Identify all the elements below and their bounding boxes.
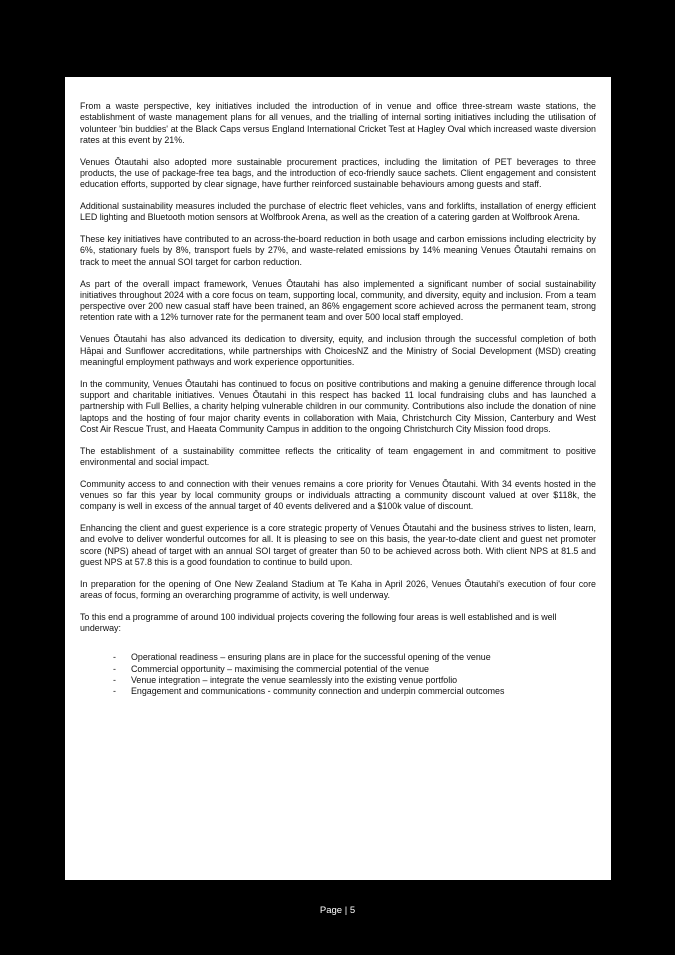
list-item-text: Venue integration – integrate the venue seamlessly into the existing venue portfolio bbox=[131, 675, 458, 686]
list-item bbox=[113, 686, 596, 697]
paragraph-additional-measures: Additional sustainability measures included the purchase of electric fleet vehicles, vans and forklifts, installation of energy efficient LED lighting and Bluetooth motion sensors at Wolfbrook Arena, as well as the creation of a catering garden at Wolfbrook Arena. bbox=[80, 201, 596, 223]
paragraph-stadium-preparation: In preparation for the opening of One New Zealand Stadium at Te Kaha in April 2026, Venues Ōtautahi's execution of four core areas of focus, forming an overarching programme of activity, is well underway. bbox=[80, 578, 596, 601]
paragraph-waste: From a waste perspective, key initiatives included the introduction of in venue and office three-stream waste stations, the establishment of waste management plans for all venues, and the trialling of internal sorting initiatives including the utilisation of volunteer 'bin buddies' at the Black Caps versus England International Cricket Test at Hagley Oval which increased waste diversion rates at this event by 21%. bbox=[80, 101, 596, 145]
bullet-marker: - bbox=[113, 652, 116, 663]
list-item-text: Engagement and communications - community connection and underpin commercial outcomes bbox=[131, 686, 505, 697]
paragraph-client-experience: Enhancing the client and guest experience is a core strategic property of Venues Ōtautahi and the business strives to listen, learn, and evolve to deliver wonderful outcomes for all. It is pleasing to see on this basis, the year-to-date client and guest net promoter score (NPS) ahead of target with an annual SOI target of greater than 50 to be achieved across both. With client NPS at 81.5 and guest NPS at 57.8 this is a good foundation to continue to build upon. bbox=[80, 523, 596, 567]
list-item-text: Commercial opportunity – maximising the commercial potential of the venue bbox=[131, 663, 429, 674]
paragraph-emissions: These key initiatives have contributed to an across-the-board reduction in both usage and carbon emissions including electricity by 6%, stationary fuels by 8%, transport fuels by 27%, and waste-related emissions by 14% meaning Venues Ōtautahi remains on track to meet the annual SOI target for carbon reduction. bbox=[80, 234, 596, 267]
list-item bbox=[113, 675, 596, 686]
paragraph-programme: To this end a programme of around 100 individual projects covering the following four areas is well established and is well underway: bbox=[80, 611, 557, 634]
bullet-marker: - bbox=[113, 675, 116, 686]
paragraph-impact-framework: As part of the overall impact framework, Venues Ōtautahi has also implemented a significant number of social sustainability initiatives throughout 2024 with a core focus on team, supporting local, community, and diversity, equity and inclusion. From a team perspective over 200 new casual staff have been trained, an 86% engagement score achieved across the permanent team, strong retention rate with a 12% turnover rate for the permanent team and over 500 local staff employed. bbox=[80, 278, 596, 323]
paragraph-community: In the community, Venues Ōtautahi has continued to focus on positive contributions and making a genuine difference through local support and charitable initiatives. Venues Ōtautahi in this respect has backed 11 local fundraising clubs and has launched a partnership with Full Bellies, a charity helping vulnerable children in our community. Contributions also include the donation of nine laptops and the hosting of four major charity events in collaboration with Maia, Christchurch City Mission, Canterbury and West Cost Air Rescue Trust, and Haeata Community Campus in addition to the ongoing Christchurch City Mission food drops. bbox=[80, 378, 596, 434]
list-item bbox=[113, 652, 596, 663]
paragraph-diversity: Venues Ōtautahi has also advanced its dedication to diversity, equity, and inclusion through the successful completion of both Hāpai and Sunflower accreditations, while partnerships with ChoicesNZ and the Ministry of Social Development (MSD) creating meaningful employment pathways and work experience opportunities. bbox=[80, 334, 596, 367]
paragraph-procurement: Venues Ōtautahi also adopted more sustainable procurement practices, including the limitation of PET beverages to three products, the use of package-free tea bags, and the introduction of eco-friendly sauce sachets. Client engagement and consistent education efforts, supported by clear signage, have further reinforced sustainable behaviours among guests and staff. bbox=[80, 156, 596, 190]
focus-areas-list bbox=[80, 652, 596, 697]
paragraph-community-access: Community access to and connection with their venues remains a core priority for Venues Ōtautahi. With 34 events hosted in the venues so far this year by local community groups or individuals attracting a community discount valued at over $118k, the company is well in excess of the annual target of 40 events delivered and a $100k value of discount. bbox=[80, 478, 596, 512]
bullet-marker: - bbox=[113, 686, 116, 697]
paragraph-committee: The establishment of a sustainability committee reflects the criticality of team engagement in and commitment to positive environmental and social impact. bbox=[80, 445, 596, 467]
bullet-marker: - bbox=[113, 663, 116, 674]
list-item bbox=[113, 664, 596, 675]
document-page bbox=[65, 77, 611, 880]
page-number: Page | 5 bbox=[319, 905, 356, 916]
list-item-text: Operational readiness – ensuring plans are in place for the successful opening of the venue bbox=[131, 652, 491, 663]
